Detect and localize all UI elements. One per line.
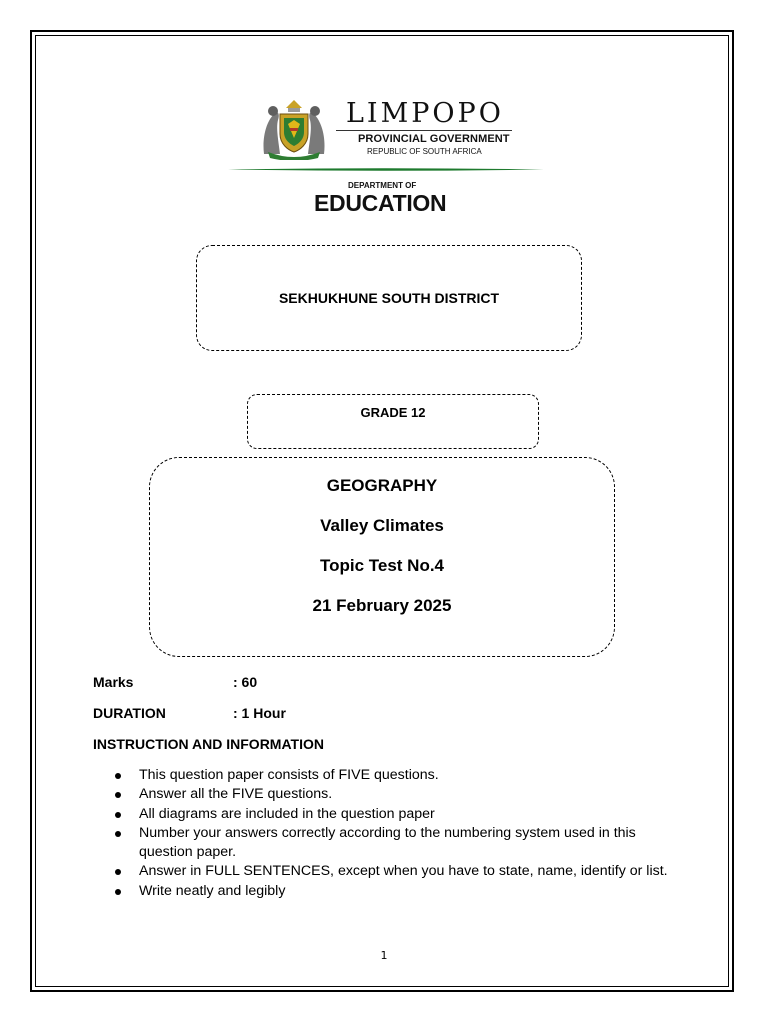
bullet-icon <box>115 869 121 875</box>
list-item-text: Write neatly and legibly <box>139 882 286 899</box>
topic-name: Valley Climates <box>320 516 444 535</box>
test-name: Topic Test No.4 <box>319 556 445 575</box>
list-item <box>93 824 683 863</box>
duration-label: DURATION <box>93 705 166 721</box>
header-green-rule <box>228 168 544 171</box>
district-box <box>196 245 582 351</box>
coat-of-arms-icon <box>258 98 330 160</box>
list-item-text: Answer all the FIVE questions. <box>139 786 333 803</box>
marks-value: : 60 <box>233 674 258 690</box>
bullet-icon <box>115 889 121 895</box>
bullet-icon <box>115 792 121 798</box>
list-item <box>93 882 683 901</box>
test-date: 21 February 2025 <box>312 596 452 615</box>
bullet-icon <box>115 812 121 818</box>
list-item-text: Number your answers correctly according to the numbering system used in this question paper. <box>139 824 636 861</box>
list-item <box>93 766 683 785</box>
grade-box <box>247 394 539 449</box>
marks-label: Marks <box>93 674 134 690</box>
list-item <box>93 862 683 881</box>
brand-country: REPUBLIC OF SOUTH AFRICA <box>367 147 482 156</box>
list-item-text: This question paper consists of FIVE questions. <box>139 767 439 783</box>
grade-label: GRADE 12 <box>360 405 426 420</box>
department-logo <box>228 96 548 226</box>
list-item <box>93 785 683 804</box>
district-name: SEKHUKHUNE SOUTH DISTRICT <box>278 290 500 306</box>
page-number: 1 <box>380 949 388 962</box>
list-item-text: All diagrams are included in the question paper <box>139 805 435 822</box>
brand-name: LIMPOPO <box>346 98 504 129</box>
instructions-heading: INSTRUCTION AND INFORMATION <box>93 736 324 752</box>
duration-value: : 1 Hour <box>233 705 286 721</box>
bullet-icon <box>115 773 121 779</box>
list-item-text: Answer in FULL SENTENCES, except when you have to state, name, identify or list. <box>139 863 668 880</box>
subject-name: GEOGRAPHY <box>326 476 438 495</box>
department-of-label: DEPARTMENT OF <box>348 181 417 190</box>
brand-subtitle: PROVINCIAL GOVERNMENT <box>358 133 510 145</box>
instructions-list <box>93 766 683 901</box>
subject-box <box>149 457 615 657</box>
list-item <box>93 805 683 824</box>
bullet-icon <box>115 831 121 837</box>
department-name: EDUCATION <box>314 190 447 216</box>
brand-divider <box>336 130 512 131</box>
